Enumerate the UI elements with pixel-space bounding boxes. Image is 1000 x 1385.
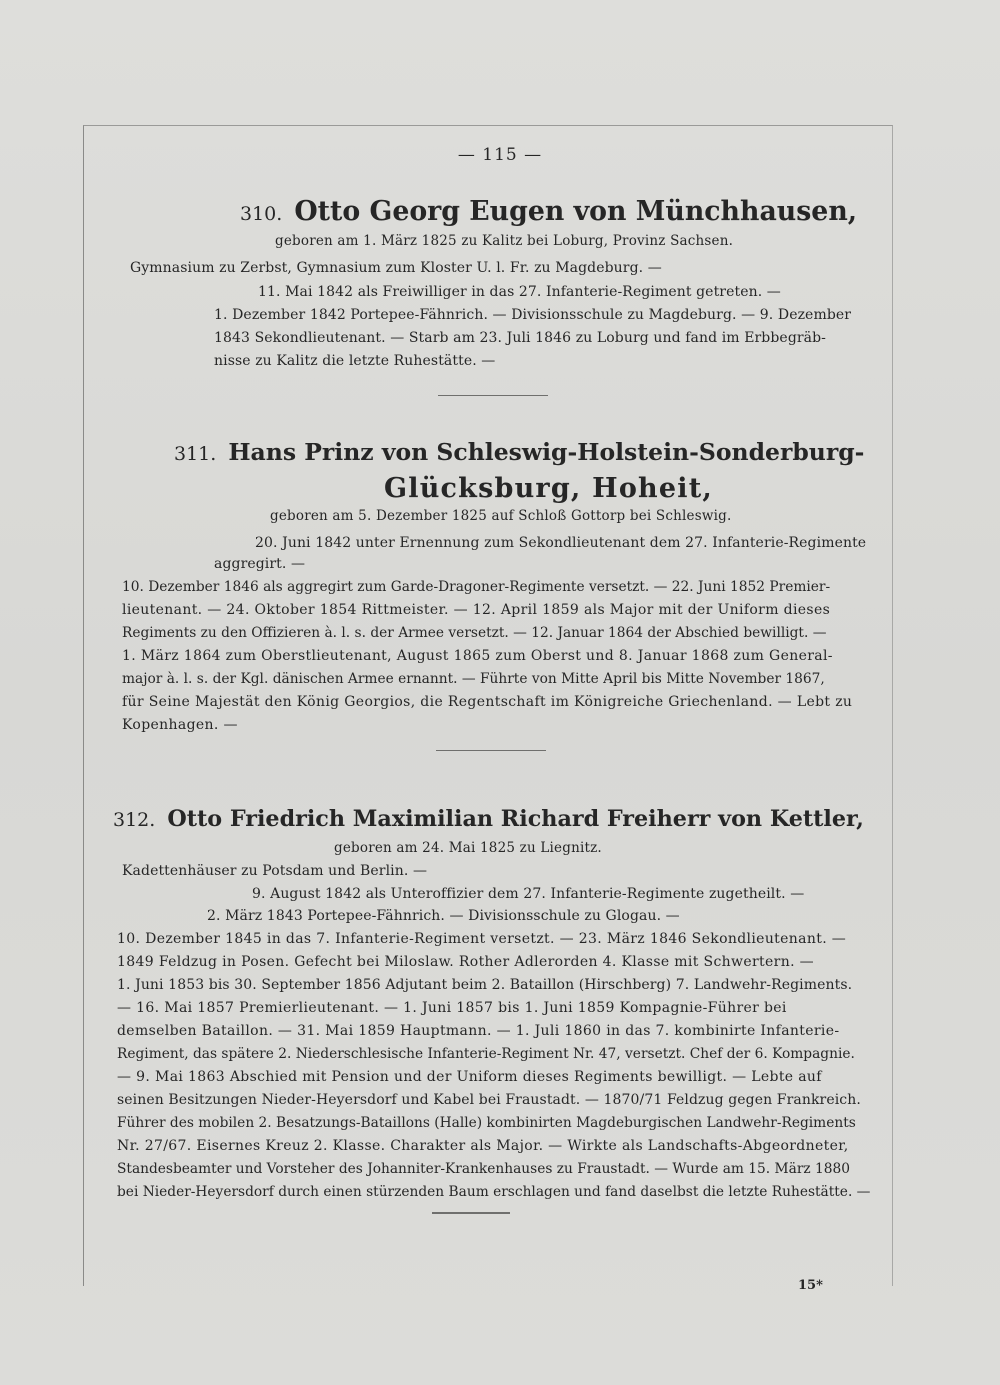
text-line: 11. Mai 1842 als Freiwilliger in das 27. Infanterie-Regiment getreten. —	[258, 284, 781, 300]
text-line: 2. März 1843 Portepee-Fähnrich. — Divisionsschule zu Glogau. —	[207, 908, 680, 924]
text-line: nisse zu Kalitz die letzte Ruhestätte. —	[214, 353, 496, 369]
entry-title-continued: Glücksburg, Hoheit,	[384, 473, 713, 504]
text-line: Gymnasium zu Zerbst, Gymnasium zum Kloster U. l. Fr. zu Magdeburg. —	[130, 260, 662, 276]
entry-title	[240, 196, 857, 227]
text-line: für Seine Majestät den König Georgios, die Regentschaft im Königreiche Griechenland. — Lebt zu	[122, 694, 853, 710]
text-line: seinen Besitzungen Nieder-Heyersdorf und Kabel bei Fraustadt. — 1870/71 Feldzug gegen Frankreich.	[117, 1092, 861, 1108]
text-line: Kopenhagen. —	[122, 717, 238, 733]
text-line: Standesbeamter und Vorsteher des Johanniter-Krankenhauses zu Fraustadt. — Wurde am 15. März 1880	[117, 1161, 851, 1177]
section-separator	[436, 750, 546, 751]
entry-name: Hans Prinz von Schleswig-Holstein-Sonderburg-	[228, 438, 865, 466]
text-line: 10. Dezember 1846 als aggregirt zum Garde-Dragoner-Regimente versetzt. — 22. Juni 1852 Premier-	[122, 579, 831, 595]
section-separator	[438, 395, 548, 396]
birth-line: geboren am 1. März 1825 zu Kalitz bei Loburg, Provinz Sachsen.	[275, 233, 734, 249]
text-line: 1849 Feldzug in Posen. Gefecht bei Miloslaw. Rother Adlerorden 4. Klasse mit Schwertern. —	[117, 954, 815, 970]
text-line: 1843 Sekondlieutenant. — Starb am 23. Juli 1846 zu Loburg und fand im Erbbegräb-	[214, 330, 827, 346]
entry-number: 310.	[240, 203, 283, 225]
text-line: 1. Dezember 1842 Portepee-Fähnrich. — Divisionsschule zu Magdeburg. — 9. Dezember	[214, 307, 852, 323]
text-line: lieutenant. — 24. Oktober 1854 Rittmeister. — 12. April 1859 als Major mit der Uniform dieses	[122, 602, 831, 618]
text-line: Regiment, das spätere 2. Niederschlesische Infanterie-Regiment Nr. 47, versetzt. Chef der 6. Kompagnie.	[117, 1046, 855, 1062]
birth-line: geboren am 24. Mai 1825 zu Liegnitz.	[334, 840, 602, 856]
entry-title	[174, 438, 864, 466]
text-line: major à. l. s. der Kgl. dänischen Armee ernannt. — Führte von Mitte April bis Mitte November 1867,	[122, 671, 825, 687]
text-line: — 16. Mai 1857 Premierlieutenant. — 1. Juni 1857 bis 1. Juni 1859 Kompagnie-Führer bei	[117, 1000, 787, 1016]
text-line: demselben Bataillon. — 31. Mai 1859 Hauptmann. — 1. Juli 1860 in das 7. kombinirte Infanterie-	[117, 1023, 840, 1039]
text-line: Kadettenhäuser zu Potsdam und Berlin. —	[122, 863, 428, 879]
printer-signature-mark: 15*	[798, 1278, 823, 1293]
page-number: — 115 —	[457, 145, 543, 165]
entry-name: Otto Friedrich Maximilian Richard Freiherr von Kettler,	[167, 806, 864, 832]
entry-number: 311.	[174, 443, 217, 465]
text-line: aggregirt. —	[214, 556, 306, 572]
entry-name: Otto Georg Eugen von Münchhausen,	[294, 196, 858, 227]
text-line: 1. Juni 1853 bis 30. September 1856 Adjutant beim 2. Bataillon (Hirschberg) 7. Landwehr-Regiments.	[117, 977, 853, 993]
text-line: 1. März 1864 zum Oberstlieutenant, August 1865 zum Oberst und 8. Januar 1868 zum General-	[122, 648, 833, 664]
entry-title	[113, 806, 864, 832]
text-line: Regiments zu den Offizieren à. l. s. der Armee versetzt. — 12. Januar 1864 der Abschied bewilligt. —	[122, 625, 827, 641]
text-line: 10. Dezember 1845 in das 7. Infanterie-Regiment versetzt. — 23. März 1846 Sekondlieutenant. —	[117, 931, 847, 947]
text-line: Führer des mobilen 2. Besatzungs-Bataillons (Halle) kombinirten Magdeburgischen Landwehr-Regiments	[117, 1115, 856, 1131]
entry-number: 312.	[113, 809, 156, 831]
section-separator	[432, 1212, 510, 1214]
text-line: Nr. 27/67. Eisernes Kreuz 2. Klasse. Charakter als Major. — Wirkte als Landschafts-Abgeordneter,	[117, 1138, 849, 1154]
text-line: — 9. Mai 1863 Abschied mit Pension und der Uniform dieses Regiments bewilligt. — Lebte auf	[117, 1069, 822, 1085]
text-line: 9. August 1842 als Unteroffizier dem 27. Infanterie-Regimente zugetheilt. —	[252, 886, 805, 902]
text-line: bei Nieder-Heyersdorf durch einen stürzenden Baum erschlagen und fand daselbst die letzte Ruhestätte. —	[117, 1184, 871, 1200]
birth-line: geboren am 5. Dezember 1825 auf Schloß Gottorp bei Schleswig.	[270, 508, 732, 524]
text-line: 20. Juni 1842 unter Ernennung zum Sekondlieutenant dem 27. Infanterie-Regimente	[255, 535, 867, 551]
